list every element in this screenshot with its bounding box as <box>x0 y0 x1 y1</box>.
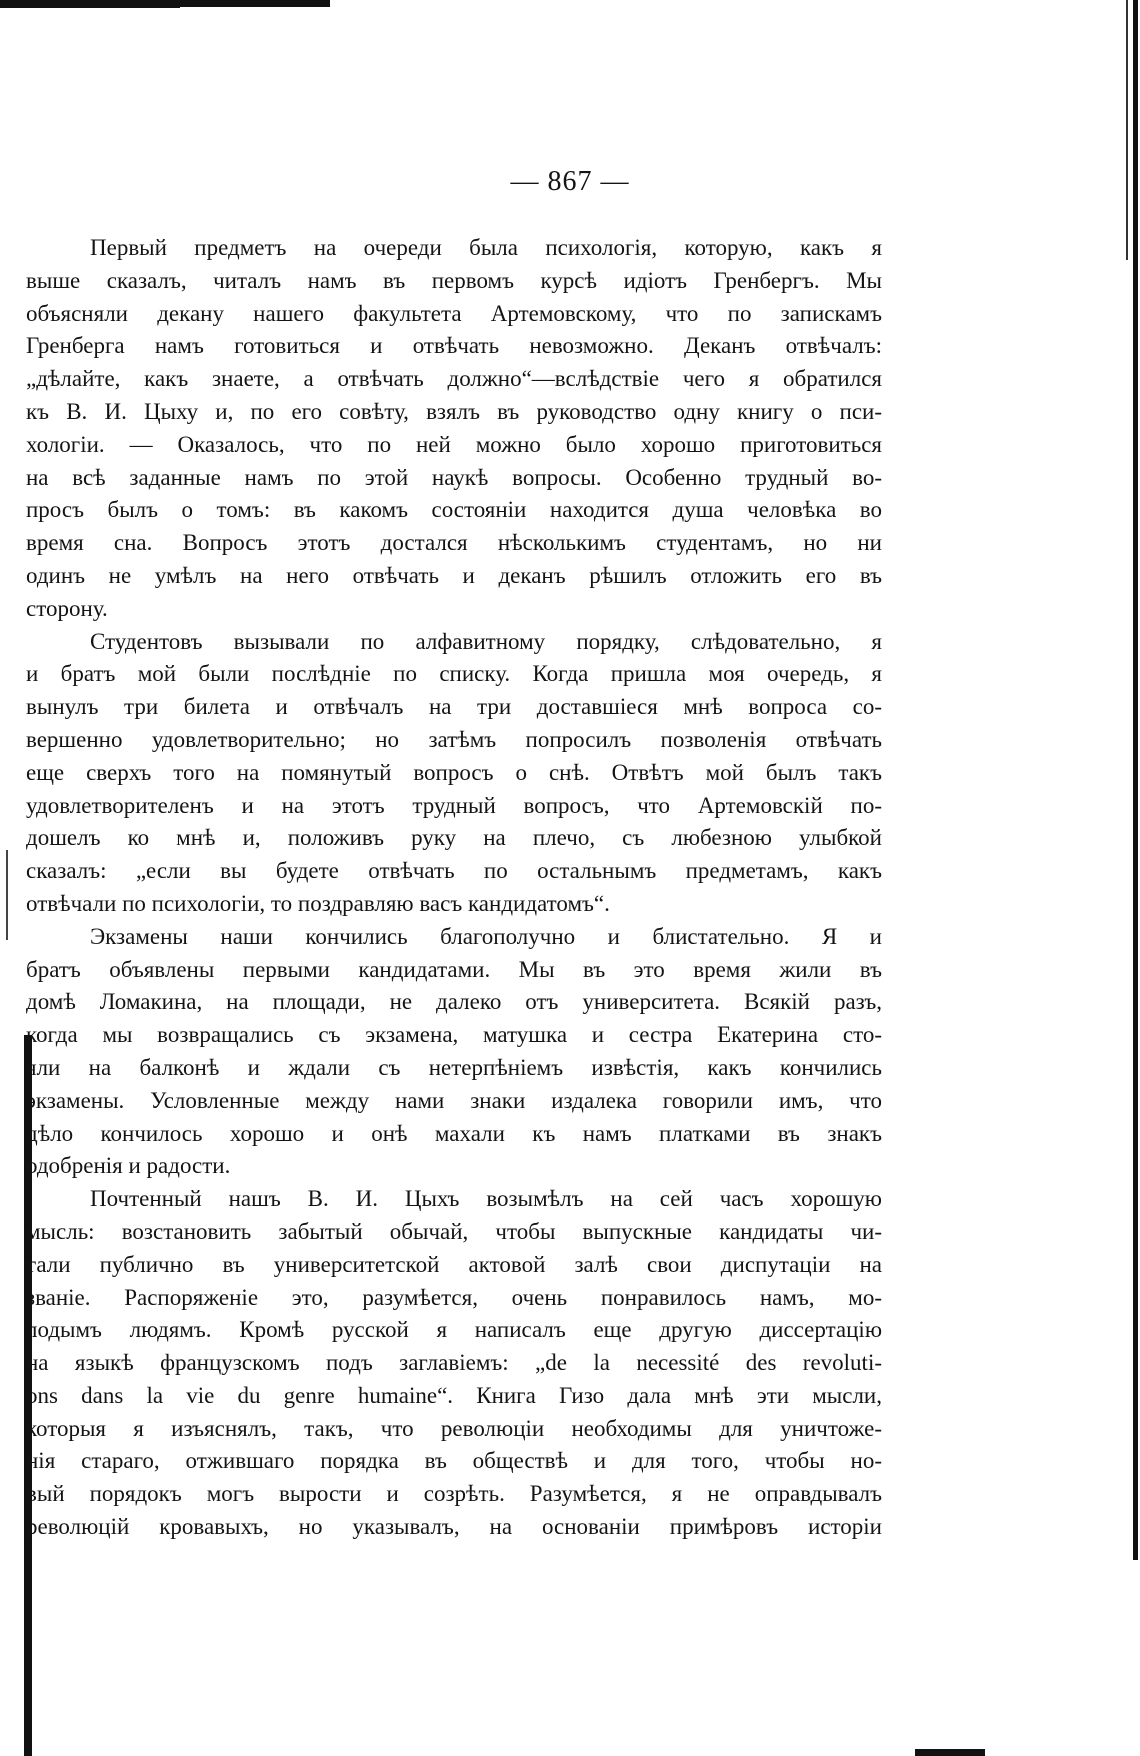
text-line: Почтенный нашъ В. И. Цыхъ возымѣлъ на сей часъ хорошую <box>90 1186 882 1212</box>
text-line: дѣло кончилось хорошо и онѣ махали къ намъ платками въ знакъ <box>26 1120 882 1146</box>
text-line: званіе. Распоряженіе это, разумѣется, очень понравилось намъ, мо- <box>26 1284 882 1310</box>
scan-top-rule <box>0 0 330 7</box>
scan-right-edge <box>1133 0 1138 1560</box>
scan-left-mark <box>6 850 8 940</box>
text-line: одобренія и радости. <box>26 1153 231 1179</box>
scan-right-edge-thin <box>1126 0 1128 260</box>
text-line: лодымъ людямъ. Кромѣ русской я написалъ еще другую диссертацію <box>26 1317 882 1343</box>
text-line: на языкѣ французскомъ подъ заглавіемъ: „de la necessité des revoluti- <box>26 1350 882 1376</box>
text-line: отвѣчали по психологіи, то поздравляю васъ кандидатомъ“. <box>26 890 610 916</box>
page-body-text <box>26 232 882 1544</box>
text-line: братъ объявлены первыми кандидатами. Мы въ это время жили въ <box>26 956 882 982</box>
text-line: тали публично въ университетской актовой залѣ свои диспутаціи на <box>26 1251 882 1277</box>
text-line: выше сказалъ, читалъ намъ въ первомъ курсѣ идіотъ Гренбергъ. Мы <box>26 267 882 293</box>
text-line: ons dans la vie du genre humaine“. Книга Гизо дала мнѣ эти мысли, <box>26 1382 882 1408</box>
text-line: революцій кровавыхъ, но указывалъ, на основаніи примѣровъ исторіи <box>26 1514 882 1540</box>
text-line: одинъ не умѣлъ на него отвѣчать и деканъ рѣшилъ отложить его въ <box>26 562 882 588</box>
text-line: мысль: возстановить забытый обычай, чтобы выпускные кандидаты чи- <box>26 1218 882 1244</box>
text-line: удовлетворителенъ и на этотъ трудный вопросъ, что Артемовскій по- <box>26 792 882 818</box>
text-line: дошелъ ко мнѣ и, положивъ руку на плечо, съ любезною улыбкой <box>26 825 882 851</box>
text-line: объясняли декану нашего факультета Артемовскому, что по запискамъ <box>26 300 882 326</box>
text-line: Экзамены наши кончились благополучно и блистательно. Я и <box>90 923 882 949</box>
text-line: вершенно удовлетворительно; но затѣмъ попросилъ позволенія отвѣчать <box>26 726 882 752</box>
text-line: и братъ мой были послѣдніе по списку. Когда пришла моя очередь, я <box>26 661 882 687</box>
scan-bottom-mark <box>915 1749 985 1756</box>
text-line: сторону. <box>26 595 108 621</box>
text-line: хологіи. — Оказалось, что по ней можно было хорошо приготовиться <box>26 431 882 457</box>
text-line: нія стараго, отжившаго порядка въ обществѣ и для того, чтобы но- <box>26 1448 882 1474</box>
text-line: домѣ Ломакина, на площади, не далеко отъ университета. Всякій разъ, <box>26 989 882 1015</box>
text-line: „дѣлайте, какъ знаете, а отвѣчать должно“—вслѣдствіе чего я обратился <box>26 366 882 392</box>
page-number: — 867 — <box>510 166 630 197</box>
text-line: вый порядокъ могъ вырости и созрѣть. Разумѣется, я не оправдывалъ <box>26 1481 882 1507</box>
text-line: Первый предметъ на очереди была психологія, которую, какъ я <box>90 235 882 260</box>
text-line: когда мы возвращались съ экзамена, матушка и сестра Екатерина сто- <box>26 1022 882 1048</box>
text-line: просъ былъ о томъ: въ какомъ состояніи находится душа человѣка во <box>26 497 882 523</box>
text-line: на всѣ заданные намъ по этой наукѣ вопросы. Особенно трудный во- <box>26 464 882 490</box>
text-line: время сна. Вопросъ этотъ достался нѣсколькимъ студентамъ, но ни <box>26 530 882 556</box>
text-line: яли на балконѣ и ждали съ нетерпѣніемъ извѣстія, какъ кончились <box>26 1054 882 1080</box>
text-line: вынулъ три билета и отвѣчалъ на три доставшіеся мнѣ вопроса со- <box>26 694 882 720</box>
text-line: Гренберга намъ готовиться и отвѣчать невозможно. Деканъ отвѣчалъ: <box>26 333 882 359</box>
text-line: сказалъ: „если вы будете отвѣчать по остальнымъ предметамъ, какъ <box>26 858 882 884</box>
text-line: къ В. И. Цыху и, по его совѣту, взялъ въ руководство одну книгу о пси- <box>26 398 882 424</box>
text-line: Студентовъ вызывали по алфавитному порядку, слѣдовательно, я <box>90 628 882 654</box>
text-line: еще сверхъ того на помянутый вопросъ о снѣ. Отвѣтъ мой былъ такъ <box>26 759 882 785</box>
text-line: которыя я изъяснялъ, такъ, что революціи необходимы для уничтоже- <box>26 1415 882 1441</box>
text-line: экзамены. Условленные между нами знаки издалека говорили имъ, что <box>26 1087 882 1113</box>
